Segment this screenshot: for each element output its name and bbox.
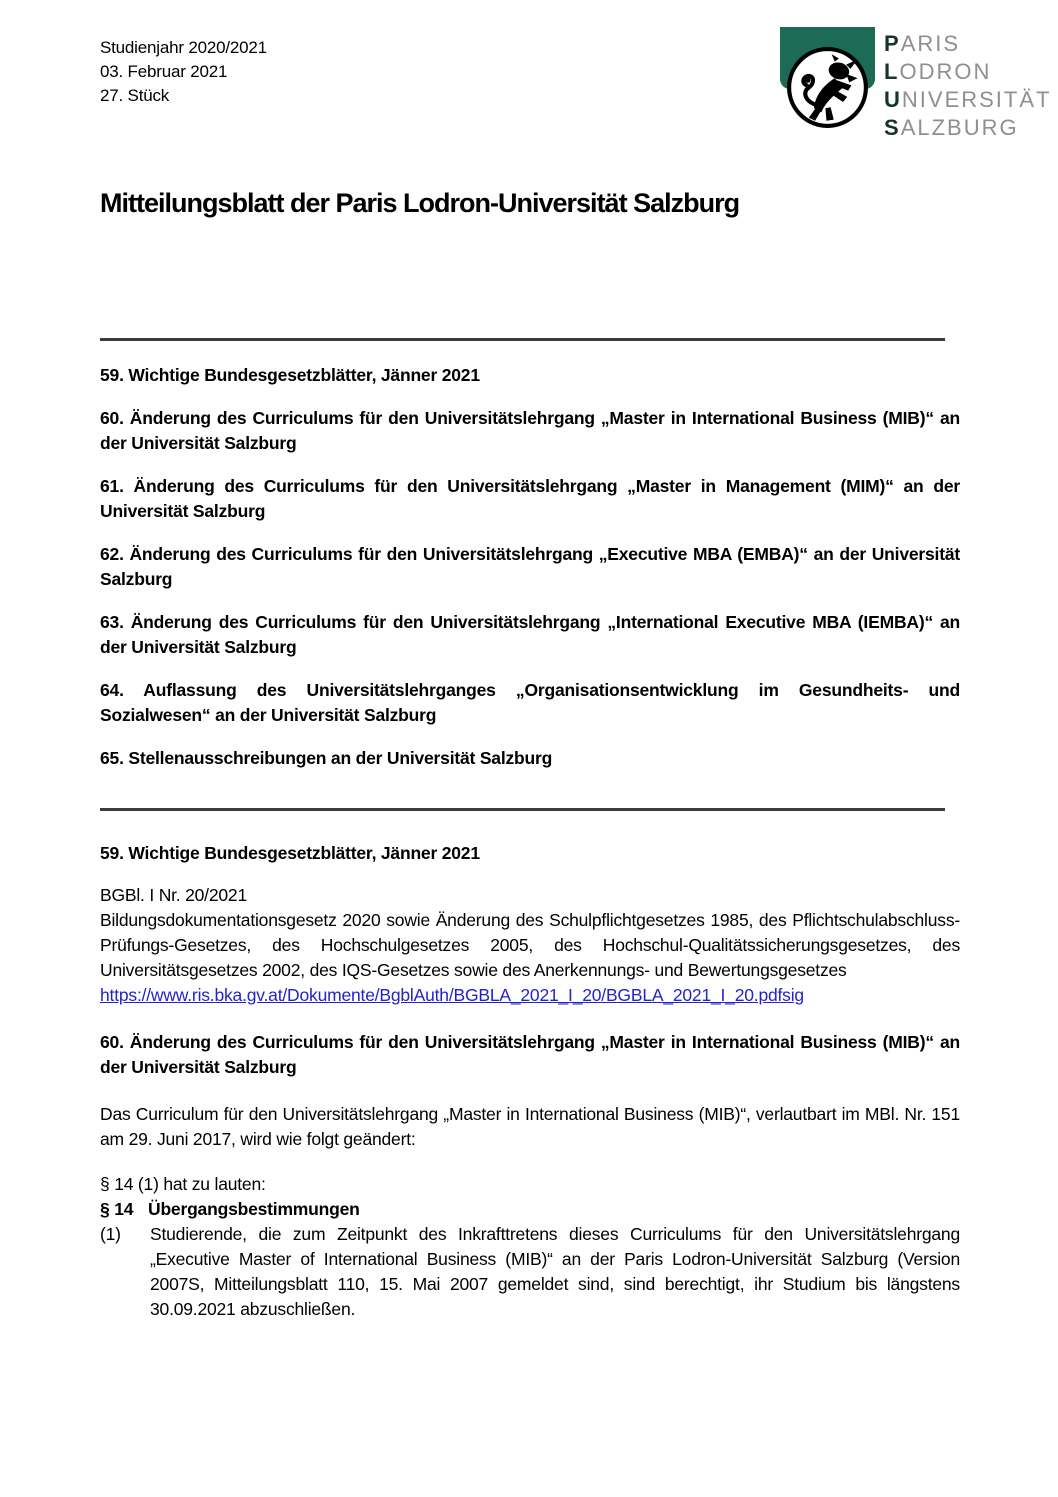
toc-item-61: 61. Änderung des Curriculums für den Universitätslehrgang „Master in Management (MIM)“ an der Universität Salzburg <box>100 476 960 521</box>
list-item-number: (1) <box>100 1224 121 1244</box>
clause-list-item <box>100 1222 960 1322</box>
wordmark-line: LODRON <box>884 59 992 84</box>
bgbl-pdf-link[interactable]: https://www.ris.bka.gv.at/Dokumente/BgblAuth/BGBLA_2021_I_20/BGBLA_2021_I_20.pdfsig <box>100 985 804 1005</box>
university-wordmark <box>884 30 1051 142</box>
toc-item-64: 64. Auflassung des Universitätslehrganges „Organisationsentwicklung im Gesundheits- und Sozialwesen“ an der Universität Salzburg <box>100 680 960 725</box>
list-item-text: Studierende, die zum Zeitpunkt des Inkrafttretens dieses Curriculums für den Universitätslehrgang „Executive Master of International Business (MIB)“ an der Paris Lodron-Universität Salzburg (Version 2007S, Mitteilungsblatt 110, 15. Mai 2007 gemeldet sind, sind berechtigt, ihr Studium bis längstens 30.09.2021 abzuschließen. <box>150 1224 960 1319</box>
clause-title: Übergangsbestimmungen <box>148 1199 360 1219</box>
toc-item-60: 60. Änderung des Curriculums für den Universitätslehrgang „Master in International Business (MIB)“ an der Universität Salzburg <box>100 408 960 453</box>
table-of-contents <box>100 363 960 789</box>
divider-top <box>100 338 945 341</box>
divider-body <box>100 808 945 811</box>
toc-item-63: 63. Änderung des Curriculums für den Universitätslehrgang „International Executive MBA (IEMBA)“ an der Universität Salzburg <box>100 612 960 657</box>
wordmark-line: UNIVERSITÄT <box>884 87 1052 112</box>
toc-item-65: 65. Stellenausschreibungen an der Universität Salzburg <box>100 748 553 768</box>
section-59-heading: 59. Wichtige Bundesgesetzblätter, Jänner 2021 <box>100 843 480 863</box>
date-line: 03. Februar 2021 <box>100 62 228 81</box>
wordmark-line: PARIS <box>884 31 961 56</box>
issue-meta <box>100 36 267 108</box>
clause-number: § 14 <box>100 1199 134 1219</box>
section-60-intro: Das Curriculum für den Universitätslehrgang „Master in International Business (MIB)“, verlautbart im MBl. Nr. 151 am 29. Juni 2017, wird wie folgt geändert: <box>100 1104 960 1149</box>
clause-heading <box>100 1197 960 1222</box>
clause-intro: § 14 (1) hat zu lauten: <box>100 1174 266 1194</box>
section-60-heading: 60. Änderung des Curriculums für den Universitätslehrgang „Master in International Business (MIB)“ an der Universität Salzburg <box>100 1032 960 1077</box>
toc-item-62: 62. Änderung des Curriculums für den Universitätslehrgang „Executive MBA (EMBA)“ an der Universität Salzburg <box>100 544 960 589</box>
section-59-text: Bildungsdokumentationsgesetz 2020 sowie Änderung des Schulpflichtgesetzes 1985, des Pflichtschulabschluss-Prüfungs-Gesetzes, des Hochschulgesetzes 2005, des Hochschul-Qualitätssicherungsgesetzes, des Universitätsgesetzes 2002, des IQS-Gesetzes sowie des Anerkennungs- und Bewertungsgesetzes <box>100 910 960 980</box>
bgbl-reference: BGBl. I Nr. 20/2021 <box>100 885 247 905</box>
document-body <box>100 841 960 1322</box>
link-line <box>100 983 960 1008</box>
wordmark-line: SALZBURG <box>884 115 1019 140</box>
toc-item-59: 59. Wichtige Bundesgesetzblätter, Jänner 2021 <box>100 365 480 385</box>
studienjahr-line: Studienjahr 2020/2021 <box>100 38 267 57</box>
lion-emblem-icon <box>786 46 869 129</box>
page-title: Mitteilungsblatt der Paris Lodron-Universität Salzburg <box>100 188 740 218</box>
issue-line: 27. Stück <box>100 86 170 105</box>
